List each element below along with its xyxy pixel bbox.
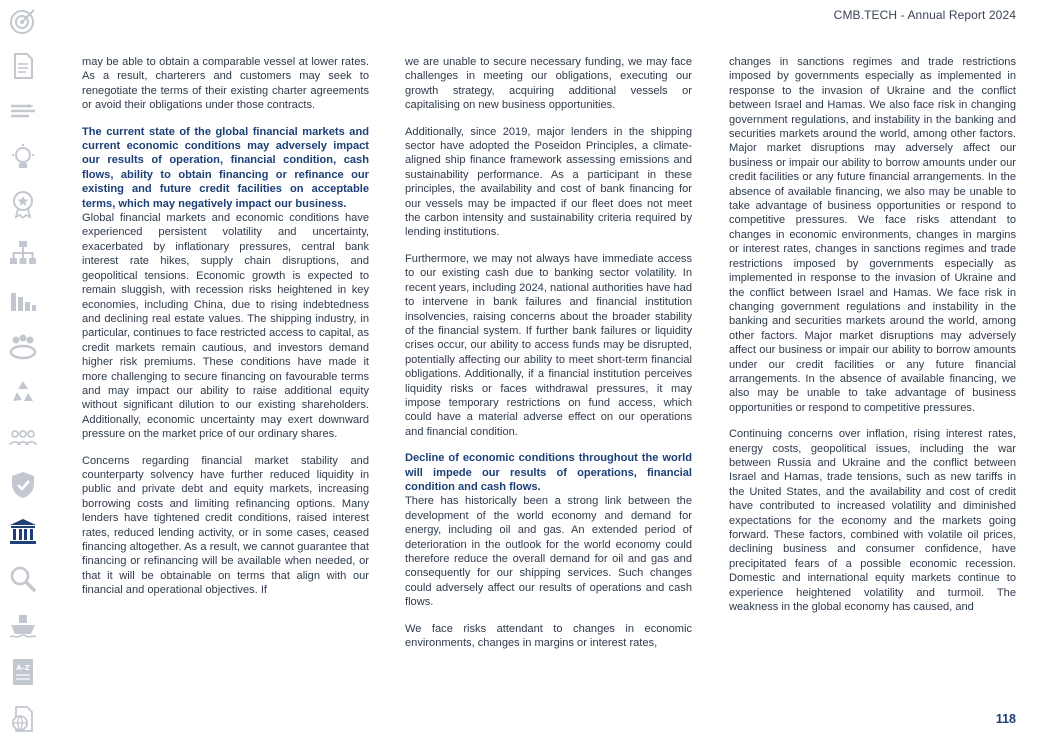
paragraph: Continuing concerns over inflation, rising interest rates, energy costs, geopolitical issues, including the war between Russia and Ukraine and the conflict between Israel and Hamas, trade tensions, such as new tariffs in the United States, and the availability and cost of credit have contributed to increased volatility and diminished expectations for the economy and the markets going forward. These factors, combined with volatile oil prices, declining business and consumer confidence, have precipitated fears of a possible economic recession. Domestic and international equity markets continue to experience heightened volatility and turmoil. The weakness in the global economy has caused, and: [729, 428, 1016, 614]
waves-icon[interactable]: [6, 94, 40, 128]
document-icon[interactable]: [6, 49, 40, 83]
recycle-icon[interactable]: [6, 375, 40, 409]
bar-chart-icon[interactable]: [6, 283, 40, 317]
team-icon[interactable]: [6, 421, 40, 455]
paragraph: Concerns regarding financial market stability and counterparty solvency have further reduced liquidity in public and private debt and equity markets, increasing borrowing costs and limiting refinancing options. Many lenders have tightened credit conditions, raised interest rates, reduced lending activity, or in some cases, ceased financing altogether. As a result, we cannot guarantee that financing or refinancing will be available when needed, or that it will be obtainable on terms that align with our financial and operational objectives. If: [82, 454, 369, 597]
globe-document-icon[interactable]: [6, 702, 40, 736]
bank-icon[interactable]: [6, 515, 40, 549]
report-header-title: CMB.TECH - Annual Report 2024: [833, 8, 1016, 22]
target-icon[interactable]: [6, 4, 40, 38]
people-group-icon[interactable]: [6, 329, 40, 363]
sidebar-nav: [0, 0, 46, 747]
paragraph: may be able to obtain a comparable vessel at lower rates. As a result, charterers and customers may seek to renegotiate the terms of their existing charter agreements or avoid their obligations under those contracts.: [82, 56, 369, 112]
a-z-glossary-icon[interactable]: [6, 655, 40, 689]
paragraph: There has historically been a strong link between the development of the world economy and demand for energy, including oil and gas. An extended period of deterioration in the outlook for the world economy could therefore reduce the overall demand for oil and gas and consequently for our shipping services. Such changes could adversely affect our results of operations and cash flows.: [405, 495, 692, 609]
page-number: 118: [995, 712, 1016, 726]
magnifier-icon[interactable]: [6, 562, 40, 596]
lightbulb-icon[interactable]: [6, 141, 40, 175]
paragraph: Furthermore, we may not always have immediate access to our existing cash due to banking sector volatility. In recent years, including 2024, national authorities have had to intervene in bank failures and financial institution insolvencies, raising concerns about the broader stability of the financial system. If further bank failures or liquidity crises occur, our ability to access funds may be disrupted, potentially affecting our ability to meet short-term financial obligations. Additionally, if a financial institution perceives liquidity risks or faces withdrawal pressures, it may impose temporary restrictions on fund access, which could have a material adverse effect on our operations and financial condition.: [405, 252, 692, 438]
text-column-2: [405, 55, 692, 650]
section-heading: The current state of the global financial markets and current economic conditions may adversely impact our results of operation, financial condition, cash flows, ability to obtain financing or refinance our existing and future credit facilities on acceptable terms, which may negatively impact our business.: [82, 125, 369, 210]
award-icon[interactable]: [6, 187, 40, 221]
paragraph: Global financial markets and economic conditions have experienced persistent volatility and uncertainty, exacerbated by inflationary pressures, central bank interest rate hikes, supply chain disruptions, and geopolitical tensions. Economic growth is expected to remain sluggish, with recession risks heightened in key economies, including China, due to rising indebtedness and declining real estate values. The shipping industry, in particular, continues to face restricted access to capital, as credit markets remain cautious, and investors demand higher risk premiums. These conditions have made it more challenging to secure financing on favourable terms and may impact our ability to raise additional equity without significant dilution to our existing shareholders. Additionally, economic uncertainty may exert downward pressure on the market price of our ordinary shares.: [82, 212, 369, 441]
text-column-1: [82, 55, 369, 598]
paragraph: We face risks attendant to changes in economic environments, changes in margins or interest rates,: [405, 622, 692, 650]
text-column-3: [729, 55, 1016, 614]
paragraph: changes in sanctions regimes and trade restrictions imposed by governments especially as implemented in response to the invasion of Ukraine and the conflict between Israel and Hamas. We also face risk in changing government regulations, and instability in the banking and securities markets around the world, among other factors. Major market disruptions may adversely affect our business or impair our ability to borrow amounts under our credit facilities or any future financial arrangements. In the absence of available financing, we also may be unable to take advantage of business opportunities or respond to competitive pressures. We face risks attendant to changes in economic environments, changes in margins or interest rates, changes in sanctions regimes and trade restrictions imposed by governments especially as implemented in response to the invasion of Ukraine and the conflict between Israel and Hamas. We face risk in changing government regulations and instability in the banking and securities markets around the world, among other factors. Major market disruptions may adversely affect our business or impair our ability to borrow amounts under our credit facilities or any future financial arrangements. In the absence of available financing, we also may be unable to take advantage of business opportunities or respond to competitive pressures.: [729, 56, 1016, 414]
paragraph: Additionally, since 2019, major lenders in the shipping sector have adopted the Poseidon Principles, a climate-aligned ship finance framework assessing emissions and sustainability performance. As a participant in these principles, the availability and cost of bank financing for our vessels may be impacted if our fleet does not meet the carbon intensity and sustainability criteria required by lending institutions.: [405, 125, 692, 239]
org-chart-icon[interactable]: [6, 236, 40, 270]
section-heading: Decline of economic conditions throughout the world will impede our results of operations, financial condition and cash flows.: [405, 452, 692, 493]
paragraph: we are unable to secure necessary funding, we may face challenges in meeting our obligations, executing our growth strategy, acquiring additional vessels or capitalising on new business opportunities.: [405, 56, 692, 112]
svg-text:A-Z: A-Z: [16, 664, 30, 672]
ship-icon[interactable]: [6, 608, 40, 642]
shield-check-icon[interactable]: [6, 468, 40, 502]
